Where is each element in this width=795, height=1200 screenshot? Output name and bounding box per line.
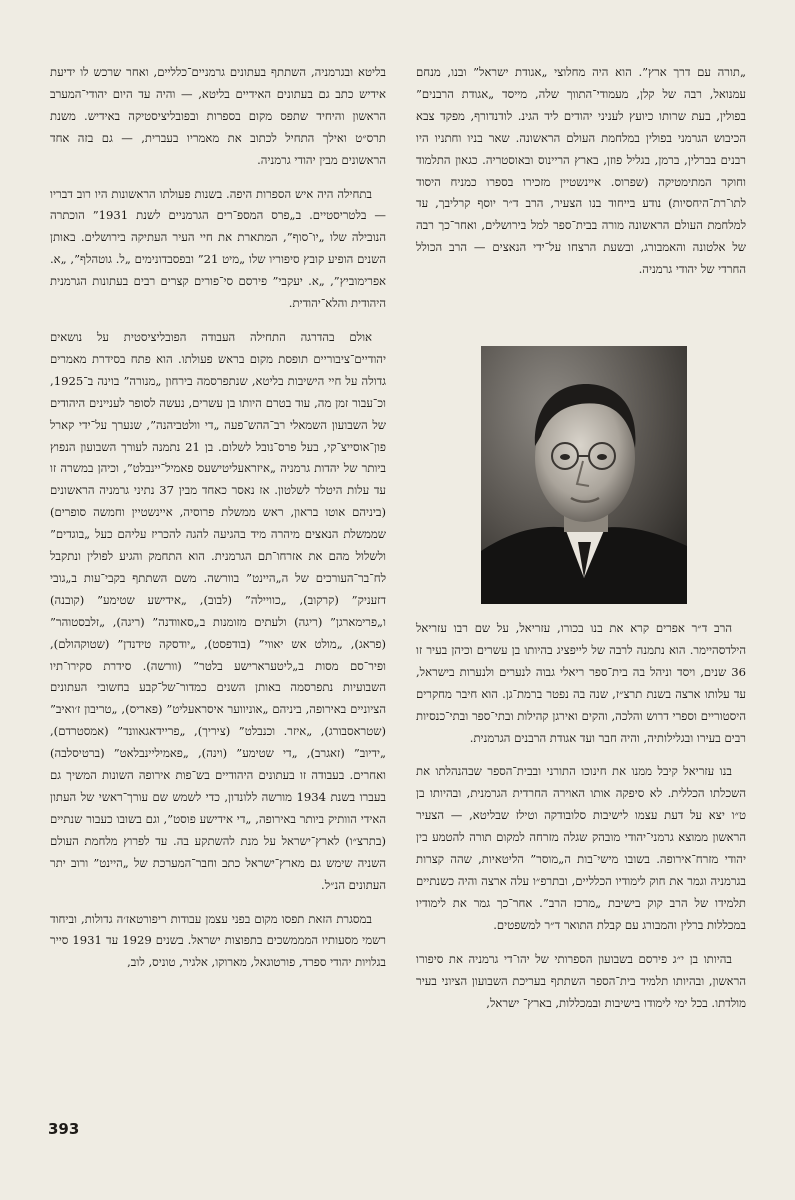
- paragraph: בהיותו בן י״ג פירסם בשבועון הספרותי של יהו־די גרמניה את סיפורו הראשון, ובהיותו תלמיד בית־הספר השתתף בעריכת השבועון הציוני בעיר מולדתו. בכל ימי לימודו בישיבות ובמכללות, בארץ־ ישראל,: [416, 951, 746, 1010]
- portrait-photo: [481, 346, 687, 604]
- paragraph: „תורה עם דרך ארץ”. הוא היה מחלוצי „אגודת ישראל” ובנו, מנחם עמנואל, רבה של קלן, מעמודי־התווך שלה, מייסד „אגודת הרבנים” בפולין, בעת שרותו כיועץ לעניני יהודים ליד הגינ. לודנדורף, מפקד צבא הכיבוש הגרמני בפולין במלחמת העולם הראשונה. שאר בניו וחתניו היו רבנים בברלין, ברמן, בגליל פוזן, בארץ הריינוס ובאוסטריה. כגאון התלמוד וחוקר המתימטיקה (שפרוס. איינשטיין מזכירו בספרו כמניח היסוד לתו־רת־היחסיות) נודע בייחוד בנו הצעיר, הרב ד״ר יוסף קרליבך, עד למלחמת העולם הראשונה מורה בבית־ספר למל בירושלים, ואחר־כך רבה של אלטונה והאמבורג, ובשעת הרצחו על־ידי הנאצים — הרב הכולל החרדי של יהודי גרמניה.: [416, 65, 746, 277]
- paragraph: בנו עזריאל קיבל ממנו את חינוכו התורני ובבית־הספר שבהנהלתו את השכלתו הכללית. לא סיפקה אותו האוירה החרדית הגרמנית, ובהיותו בן ט״ו יצא על דעת עצמו לישיבות סלובודקה וטילז שבליטא, — הצעיר הראשון ממוצא גרמני־יהודי מובהק שגלה מזרחה למקום תורה להטמע בין יהודי מזרח־אירופה. בשובו מישי־בות ה„מוסר” הליטאיות, שהה קצרות בגרמניה וגמר את חוק לימודיו הכלליים, ובתרפ״ו עלה ארצה והיה כשנתיים תלמידו של הרב קוק בישיבת „מרכז הרב”. אחר־כך גמר את לימודיו במכללות ברלין והמבורג עם קבלת התואר ד״ר למשפטים.: [416, 764, 746, 932]
- caption-column: [416, 618, 746, 1026]
- paragraph: בתחילה היה איש הספרות היפה. בשנות פעולתו הראשונות היו רוב דבריו — בלטריסטיים. ב„פרס המספ־רים הגרמניים לשנת 1931” הוכתרה הנובילה שלו „יו־סוף”, המתארת את חיי העיר העתיקה בירושלים. באותן השנים הופיע קובץ סיפוריו שלו „מיט 21” ובפסבדונימים „ל. גוטהלף”, „א. אפרימוביץ”, „א. יעקבי” פירסם סי־פורים קצרים רבים בעתונות הגרמנית היהודית והלא־יהודית.: [50, 186, 386, 311]
- paragraph: בליטא ובגרמניה, השתתף בעתונים גרמניים־כלליים, ואחר שרכש לו ידיעת אידיש כתב גם בעתונים האידיים בליטא, — והיה עד היום יהודי־המערב הראשון והיחיד שתפס מקום בספרות ובפובליציסטיקה באידיש. משנת תרס״ט ואילך התחיל לכתוב את מאמריו בעברית, — גם בזה אחד הראשונים מבין יהודי גרמניה.: [50, 65, 386, 167]
- paragraph: במסגרת הזאת תפסו מקום בפני עצמן עבודות ריפורטאז׳ה גדולות, וביחוד רשמי מסעותיו המממשכים בתפוצות ישראל. בשנים 1929 עד 1931 סייר בגלויות יהודי ספרד, פורטוגאל, מארוקו, אלגיר, טוניס, לוב,: [50, 911, 386, 970]
- left-column: [50, 62, 386, 986]
- right-column: [416, 62, 746, 293]
- paragraph: אולם בהדרגה התחילה העבודה הפובליציסטית על נושאים יהודיים־ציבוריים תופסת מקום בראש פעולתו. הוא פתח בסידרת מאמרים גדולה על חיי הישיבות בליטא, שנתפרסמה בירחון „מנורה” בוינה ב־1925, וכ־עבור זמן מה, עוד בטרם היותו בן עשרים, נעשה לסופר לעניינים היהודים של השבועון השמאלי רב־ההש־פעה „די וולטביהנה”, שנערך על־ידי קארל פון־אוסייצ־קי, בעל פרס־נובל לשלום. בן 21 נתמנה לעורך השבועון הנפוץ ביותר של יהדות גרמניה „איזראעליטישעס פאמיל־יינבלט”, וכיהן במשרה זו עד עלות היטלר לשלטון. אז נאסר כאחד מבין 37 נתיני גרמניה הראשונים (ביניהם אוטו בראון, ראש ממשלת פרוסיה, איינשטיין וחמשה סופרים) שממשלת הנאצים מיהרה מיד בהגיעה להגה להכריז עליהם כעל „בוגדים” ולשלול מהם את אזרחו־תם הגרמנית. הוא התחמק והגיע לפולין ונתקבל לח־בר־העורכים של ה„היינט” בוורשה. משם השתתף בקבי־עות ב„גובי דזעניק” (קרקוב), „כוויילה” (לבוב), „אידישע שטימע” (קובנה) ו„פרימארגן” (ריגה) ולעתים מזומנות ב„סאוודנה” (ריגה), „זלבסטוהר” (פראג), „מולט אש יאווי” (בודפסט), „יודסקה טידנדן” (שטוקהולם), ופיר־סם מסות ב„ליטערארישע בלטר” (וורשה). סידרת סקירו־תיו השבועיות נתפרסמה באותן השנים כמדור־של־קבע בחשובי העתונים הציוניים באירופה, ביניהם „אוניווער איסראעליט” (פאריס), „טריבון ז׳ואיב” (שטראסבורג), „איזר. וכנבלט” (ציריך), „פריידאגאוונד” (אמסטרדם), „ידיוב” (זאגרב), „די שטימע” (וינה), „פאמיליינבלאט” (ברטיסלבה) ואחרים. בעבודה זו בעתונים היהודיים בש־פות אירופה השונות המשיך גם בעברו בשנת 1934 מורשה ללונדון, כדי לשמש שם עורך־ראשי של העתון האידי הוותיק ביותר באירופה, „די אידישע פוסט”, וגם בשובו כעבור שנתיים (בתרצ״ו) לארץ־ישראל על מנת להשתקע בה. עד לפרוץ מלחמת העולם השניה שימש גם מארץ־ישראל כתב וחבר־המערכת של „היינט” ורוב יתר העתונים הנ״ל.: [50, 329, 386, 892]
- paragraph: הרב ד״ר אפרים קרא את בנו בכורו, עזריאל, על שם רבו עזריאל הילדסהיימר. הוא נתמנה לרבה של לייפציג בהיותו בן עשרים וכיהן בעיר זו 36 שנים, ויסד וניהל בה בית־ספר ריאלי גבוה לנערים ולנערות בישראל, עד עלותו ארצה בשנת תרצ״ז, שנה בה נפטר ברמת־גן. הוא חיבר מחקרים היסטוריים וספרי דרוש והלכה, והקים ואירגן קהילות ובתי־ספר ובתי־כנסיות רבים בעירו ובגלילותיה, והיה חבר ועד אגודת הרבנים הגרמנית.: [416, 621, 746, 745]
- page-number: 393: [48, 1120, 80, 1138]
